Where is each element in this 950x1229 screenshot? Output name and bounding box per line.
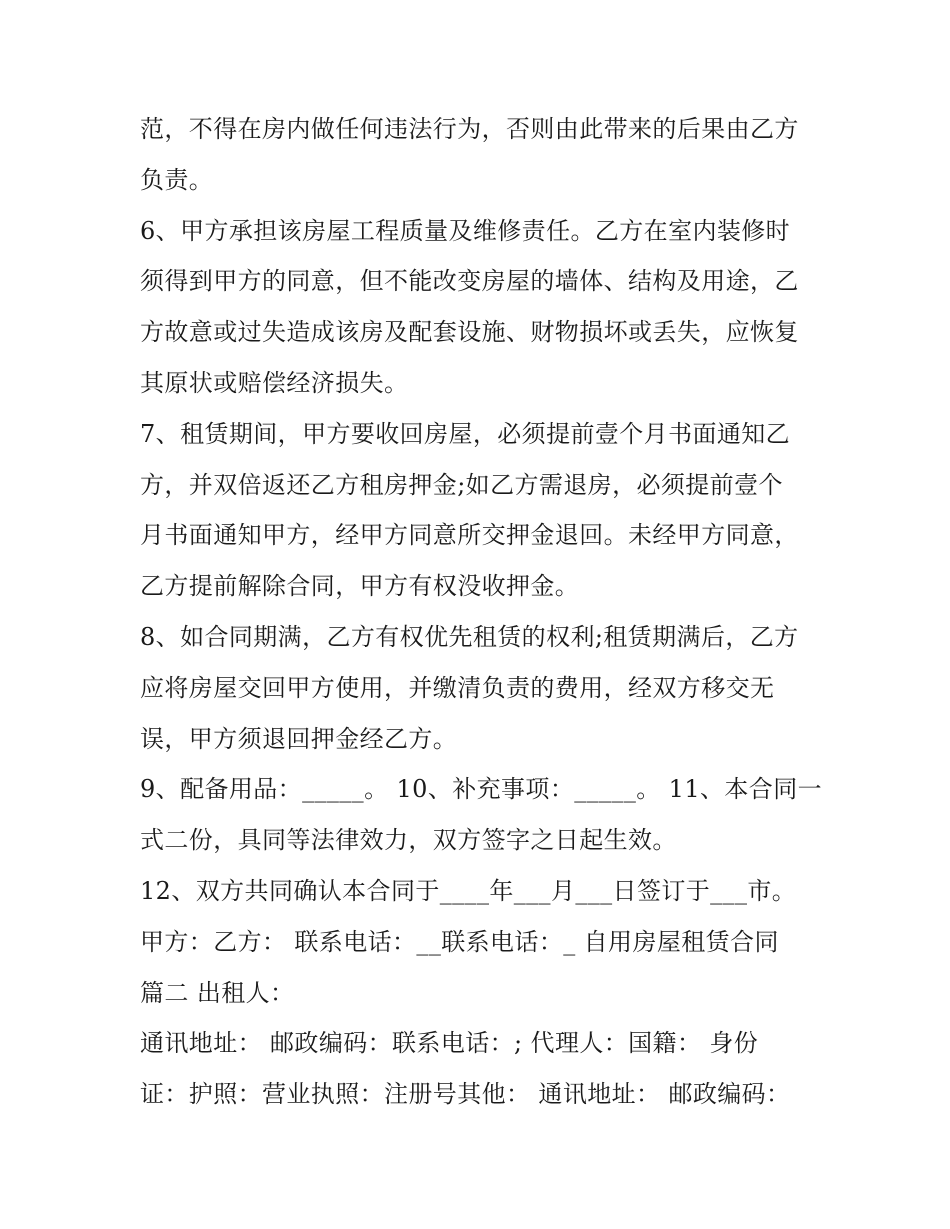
contract-text-body: [140, 104, 840, 1120]
text-line: 甲方：乙方： 联系电话：__联系电话：_ 自用房屋租赁合同: [140, 927, 779, 956]
text-line: 篇二 出租人：: [140, 978, 295, 1007]
text-line: 通讯地址： 邮政编码：联系电话：; 代理人：国籍： 身份: [140, 1029, 759, 1058]
text-line: 12、双方共同确认本合同于____年___月___日签订于___市。: [140, 876, 797, 905]
text-line: 8、如合同期满，乙方有权优先租赁的权利;租赁期满后，乙方: [140, 622, 799, 651]
text-line: 式二份，具同等法律效力，双方签字之日起生效。: [140, 826, 677, 855]
text-line: 6、甲方承担该房屋工程质量及维修责任。乙方在室内装修时: [140, 216, 791, 245]
text-line: 方故意或过失造成该房及配套设施、财物损坏或丢失，应恢复: [140, 318, 799, 347]
text-line: 负责。: [140, 165, 214, 194]
text-line: 须得到甲方的同意，但不能改变房屋的墙体、结构及用途，乙: [140, 267, 799, 296]
text-line: 乙方提前解除合同，甲方有权没收押金。: [140, 572, 580, 601]
text-line: 证：护照：营业执照：注册号其他： 通讯地址： 邮政编码：: [140, 1080, 791, 1109]
text-line: 误，甲方须退回押金经乙方。: [140, 724, 458, 753]
text-line: 其原状或赔偿经济损失。: [140, 368, 409, 397]
text-line: 应将房屋交回甲方使用，并缴清负责的费用，经双方移交无: [140, 673, 775, 702]
text-line: 方，并双倍返还乙方租房押金;如乙方需退房，必须提前壹个: [140, 470, 783, 499]
text-line: 9、配备用品：_____。 10、补充事项：_____。 11、本合同一: [140, 775, 823, 804]
text-line: 7、租赁期间，甲方要收回房屋，必须提前壹个月书面通知乙: [140, 419, 791, 448]
text-line: 范，不得在房内做任何违法行为，否则由此带来的后果由乙方: [140, 115, 799, 143]
text-line: 月书面通知甲方，经甲方同意所交押金退回。未经甲方同意，: [140, 521, 799, 550]
